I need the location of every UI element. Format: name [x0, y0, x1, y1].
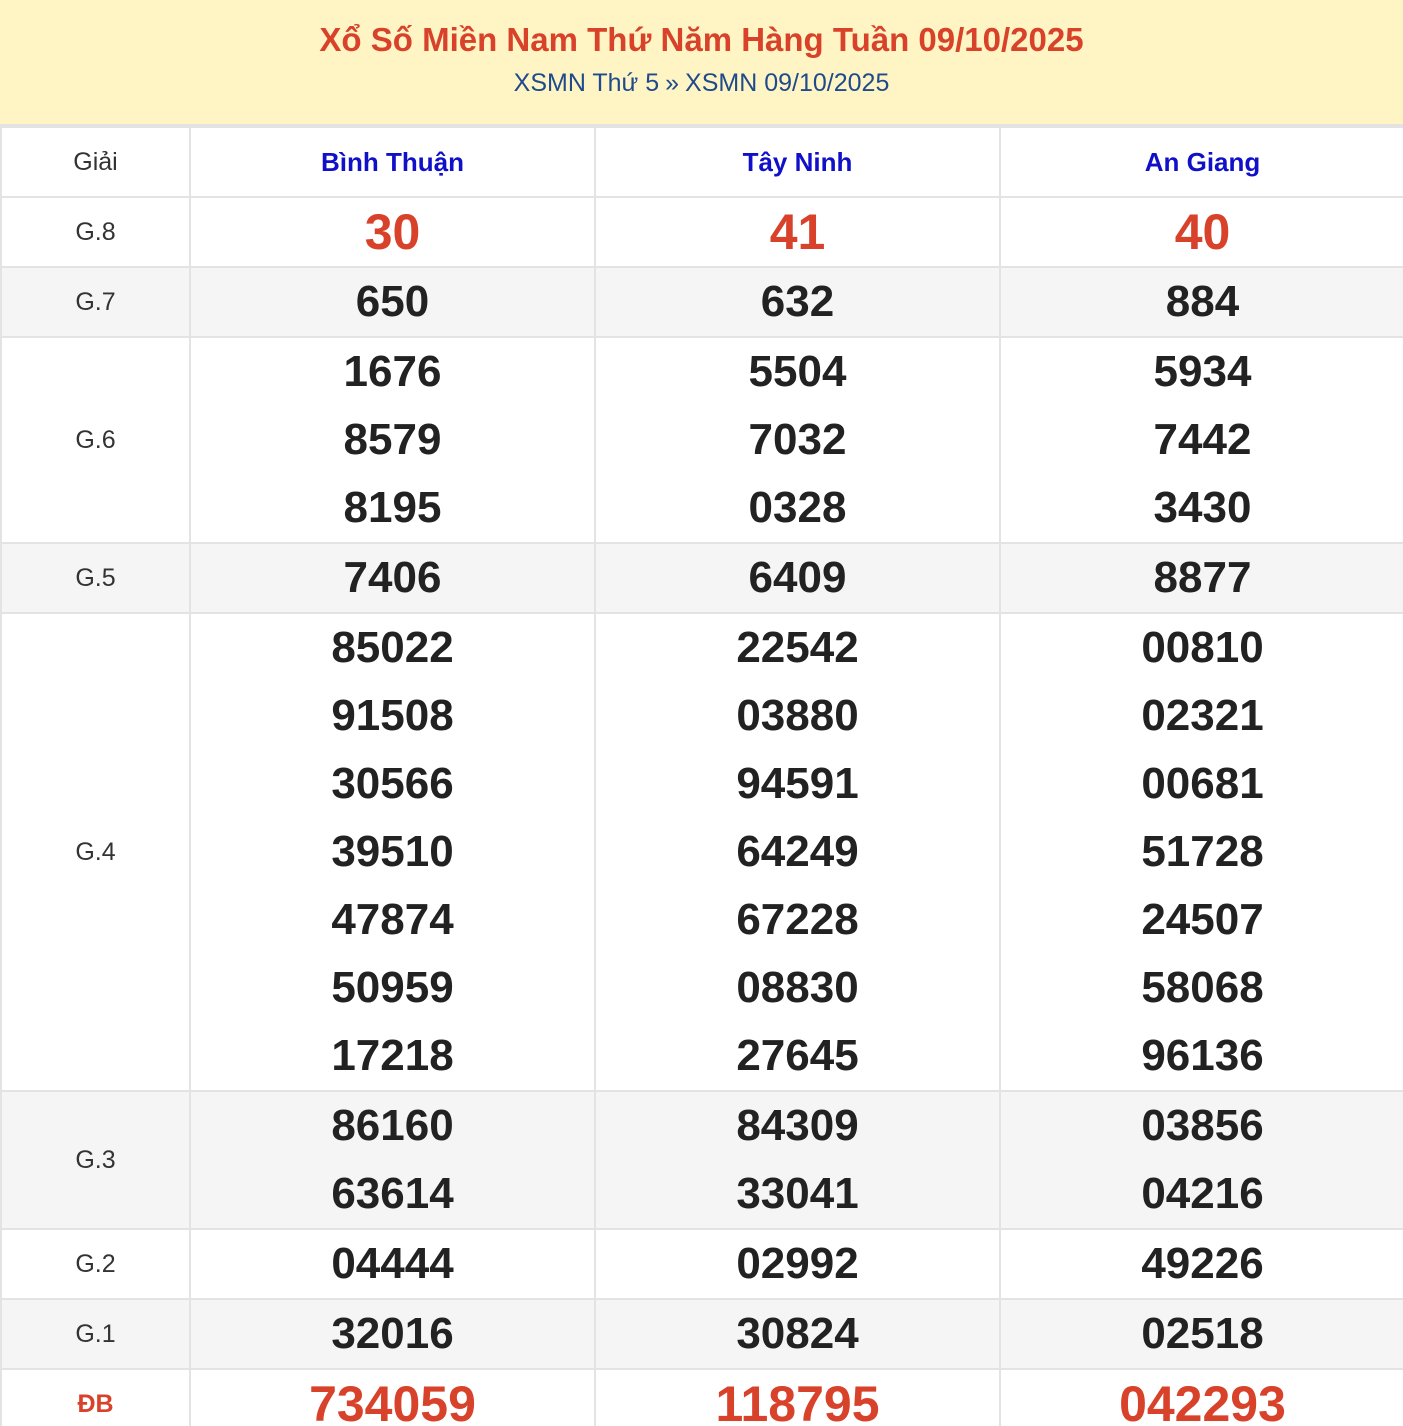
result-cell: [595, 1229, 1000, 1299]
result-cell: [595, 197, 1000, 267]
result-cell: [1000, 197, 1403, 267]
prize-number: 27645: [736, 1031, 859, 1080]
prize-number: 5504: [748, 347, 847, 396]
prize-number: 49226: [1141, 1239, 1264, 1288]
prize-number: 30: [364, 204, 421, 260]
prize-number: 22542: [736, 623, 859, 672]
result-cell: [190, 1369, 595, 1426]
prize-number: 6409: [748, 553, 847, 602]
prize-number: 91508: [331, 691, 454, 740]
table-row: [1, 613, 1403, 1091]
prize-number: 02992: [736, 1239, 859, 1288]
table-row: [1, 1091, 1403, 1229]
prize-number: 8579: [343, 415, 442, 464]
prize-number: 47874: [331, 895, 454, 944]
table-row: [1, 1369, 1403, 1426]
result-cell: [595, 337, 1000, 543]
prize-label: G.7: [1, 267, 190, 337]
prize-number: 5934: [1153, 347, 1252, 396]
prize-number: 39510: [331, 827, 454, 876]
result-cell: [1000, 1091, 1403, 1229]
prize-number: 8195: [343, 483, 442, 532]
result-cell: [190, 543, 595, 613]
prize-label: G.4: [1, 613, 190, 1091]
breadcrumb: [0, 68, 1403, 98]
result-cell: [190, 1091, 595, 1229]
prize-number: 30566: [331, 759, 454, 808]
page-header: [0, 0, 1403, 126]
prize-number: 17218: [331, 1031, 454, 1080]
prize-number: 8877: [1153, 553, 1252, 602]
table-row: [1, 337, 1403, 543]
prize-number: 64249: [736, 827, 859, 876]
prize-label: G.3: [1, 1091, 190, 1229]
table-row: [1, 543, 1403, 613]
special-prize-number: 734059: [309, 1376, 476, 1426]
prize-number: 0328: [748, 483, 847, 532]
prize-number: 7442: [1153, 415, 1252, 464]
prize-number: 86160: [331, 1101, 454, 1150]
prize-number: 32016: [331, 1309, 454, 1358]
prize-number: 02321: [1141, 691, 1264, 740]
results-table: [0, 126, 1403, 1426]
breadcrumb-link-weekday[interactable]: XSMN Thứ 5: [513, 69, 660, 97]
province-header[interactable]: Tây Ninh: [595, 127, 1000, 197]
prize-number: 94591: [736, 759, 859, 808]
special-prize-number: 042293: [1119, 1376, 1286, 1426]
prize-number: 67228: [736, 895, 859, 944]
prize-number: 04444: [331, 1239, 454, 1288]
prize-number: 96136: [1141, 1031, 1264, 1080]
result-cell: [1000, 1369, 1403, 1426]
result-cell: [595, 543, 1000, 613]
prize-label: G.6: [1, 337, 190, 543]
prize-number: 884: [1165, 277, 1240, 326]
result-cell: [1000, 267, 1403, 337]
result-cell: [190, 197, 595, 267]
prize-number: 41: [769, 204, 826, 260]
prize-number: 3430: [1153, 483, 1252, 532]
prize-number: 02518: [1141, 1309, 1264, 1358]
prize-number: 51728: [1141, 827, 1264, 876]
prize-number: 84309: [736, 1101, 859, 1150]
result-cell: [595, 1299, 1000, 1369]
prize-number: 1676: [343, 347, 442, 396]
prize-label: G.8: [1, 197, 190, 267]
result-cell: [190, 1299, 595, 1369]
table-row: [1, 1229, 1403, 1299]
prize-number: 00810: [1141, 623, 1264, 672]
prize-number: 03880: [736, 691, 859, 740]
prize-number: 03856: [1141, 1101, 1264, 1150]
table-header-row: [1, 127, 1403, 197]
prize-number: 40: [1174, 204, 1231, 260]
province-header[interactable]: Bình Thuận: [190, 127, 595, 197]
prize-number: 85022: [331, 623, 454, 672]
result-cell: [595, 267, 1000, 337]
table-row: [1, 1299, 1403, 1369]
prize-number: 63614: [331, 1169, 454, 1218]
prize-label: G.1: [1, 1299, 190, 1369]
results-body: [1, 197, 1403, 1426]
table-row: [1, 267, 1403, 337]
table-row: [1, 197, 1403, 267]
result-cell: [1000, 613, 1403, 1091]
prize-number: 58068: [1141, 963, 1264, 1012]
prize-number: 30824: [736, 1309, 859, 1358]
result-cell: [595, 613, 1000, 1091]
prize-column-header: Giải: [1, 127, 190, 197]
prize-number: 24507: [1141, 895, 1264, 944]
page-title: Xổ Số Miền Nam Thứ Năm Hàng Tuần 09/10/2025: [319, 21, 1084, 58]
result-cell: [190, 267, 595, 337]
prize-label: G.5: [1, 543, 190, 613]
result-cell: [1000, 1229, 1403, 1299]
prize-number: 7406: [343, 553, 442, 602]
prize-number: 08830: [736, 963, 859, 1012]
breadcrumb-separator: »: [665, 69, 680, 97]
prize-number: 632: [760, 277, 835, 326]
result-cell: [1000, 543, 1403, 613]
prize-number: 33041: [736, 1169, 859, 1218]
result-cell: [595, 1091, 1000, 1229]
prize-number: 650: [355, 277, 430, 326]
result-cell: [595, 1369, 1000, 1426]
prize-number: 7032: [748, 415, 847, 464]
result-cell: [190, 337, 595, 543]
result-cell: [1000, 1299, 1403, 1369]
prize-number: 00681: [1141, 759, 1264, 808]
prize-label: G.2: [1, 1229, 190, 1299]
result-cell: [190, 1229, 595, 1299]
special-prize-number: 118795: [715, 1376, 880, 1426]
result-cell: [190, 613, 595, 1091]
prize-number: 50959: [331, 963, 454, 1012]
province-header[interactable]: An Giang: [1000, 127, 1403, 197]
result-cell: [1000, 337, 1403, 543]
breadcrumb-link-date[interactable]: XSMN 09/10/2025: [685, 69, 890, 97]
prize-label: ĐB: [1, 1369, 190, 1426]
prize-number: 04216: [1141, 1169, 1264, 1218]
